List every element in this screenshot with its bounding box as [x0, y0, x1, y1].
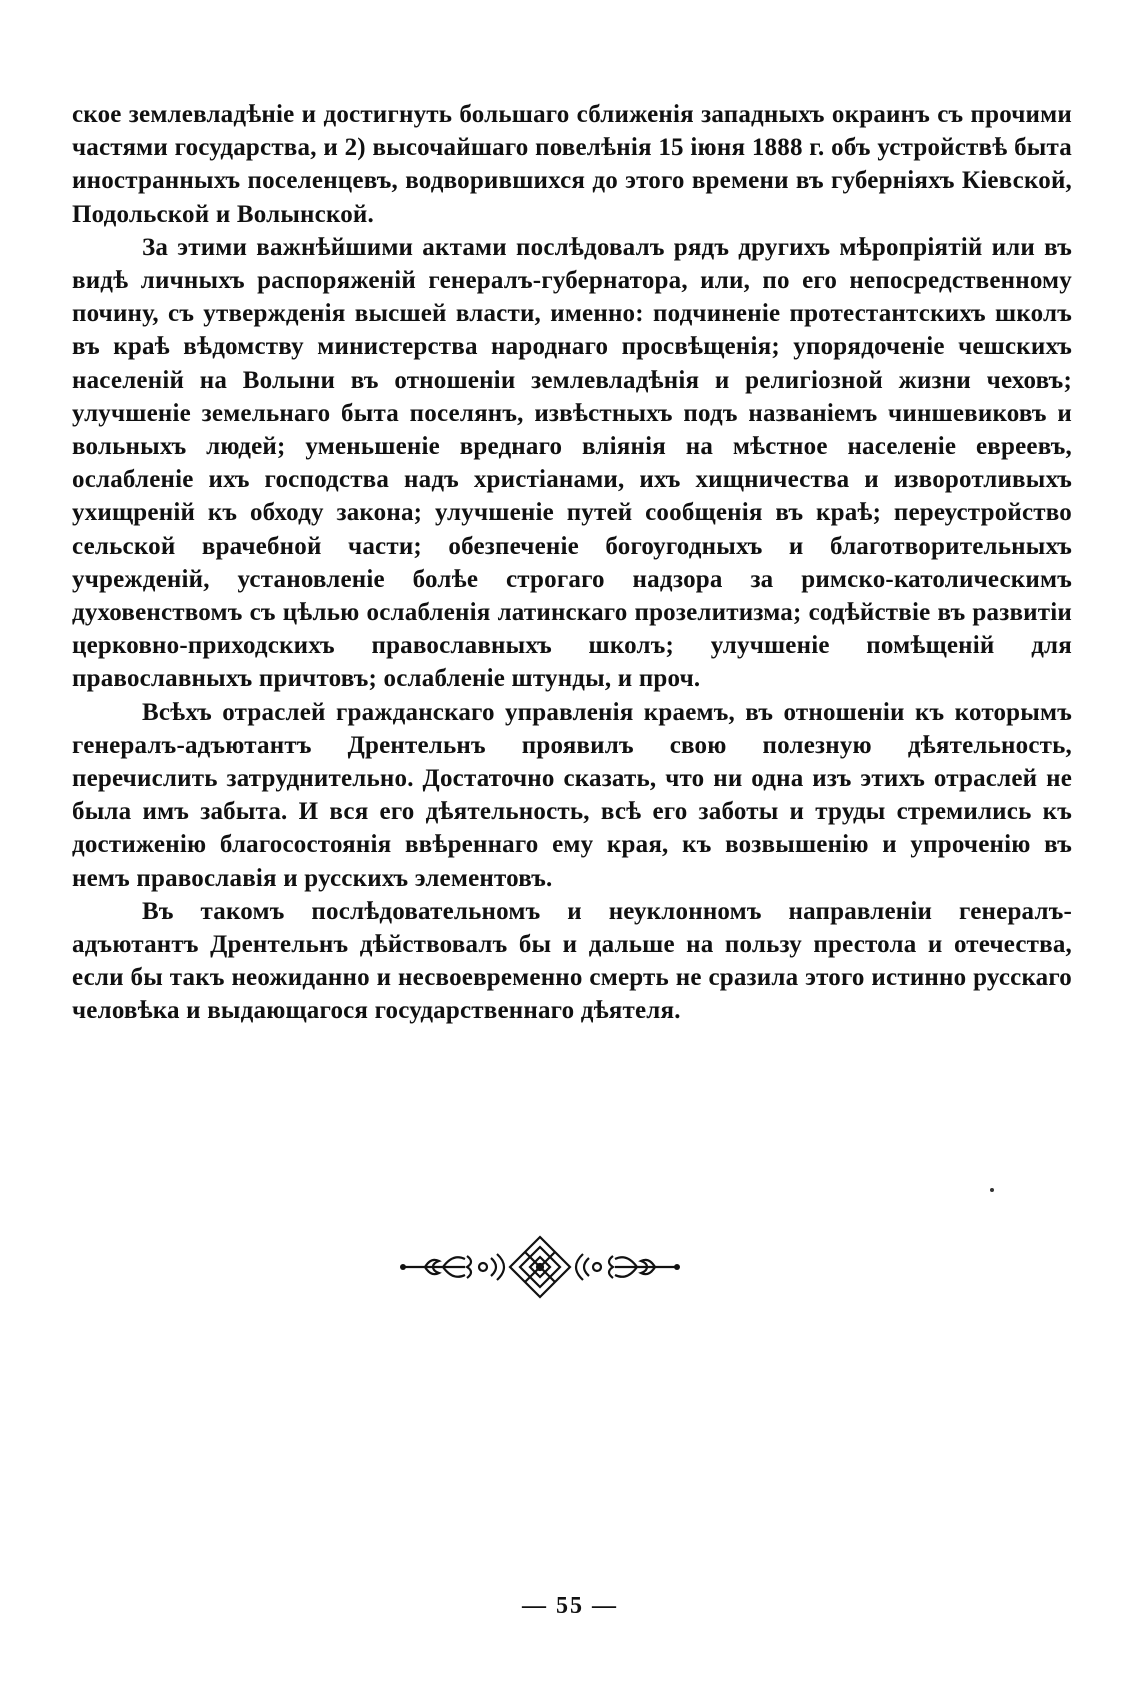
paragraph-4: Въ такомъ послѣдовательномъ и неуклонномъ направленіи генералъ-адъютантъ Дрентельнъ дѣйствовалъ бы и дальше на пользу престола и отечества, если бы такъ неожиданно и несвоевременно смерть не сразила этого истинно русскаго человѣка и выдающагося государственнаго дѣятеля.	[72, 897, 1072, 1025]
page-body	[72, 98, 1072, 1028]
paragraph-2: За этими важнѣйшими актами послѣдовалъ рядъ другихъ мѣропріятій или въ видѣ личныхъ распоряженій генералъ-губернатора, или, по его непосредственному почину, съ утвержденія высшей власти, именно: подчиненіе протестантскихъ школъ въ краѣ вѣдомству министерства народнаго просвѣщенія; упорядоченіе чешскихъ населеній на Волыни въ отношеніи землевладѣнія и религіозной жизни чеховъ; улучшеніе земельнаго быта поселянъ, извѣстныхъ подъ названіемъ чиншевиковъ и вольныхъ людей; уменьшеніе вреднаго вліянія на мѣстное населеніе евреевъ, ослабленіе ихъ господства надъ христіанами, ихъ хищничества и изворотливыхъ ухищреній къ обходу закона; улучшеніе путей сообщенія въ краѣ; переустройство сельской врачебной части; обезпеченіе богоугодныхъ и благотворительныхъ учрежденій, установленіе болѣе строгаго надзора за римско-католическимъ духовенствомъ съ цѣлью ослабленія латинскаго прозелитизма; содѣйствіе въ развитіи церковно-приходскихъ православныхъ школъ; улучшеніе помѣщеній для православныхъ причтовъ; ослабленіе штунды, и проч.	[72, 233, 1072, 693]
paragraph-3: Всѣхъ отраслей гражданскаго управленія краемъ, въ отношеніи къ которымъ генералъ-адъютантъ Дрентельнъ проявилъ свою полезную дѣятельность, перечислить затруднительно. Достаточно сказать, что ни одна изъ этихъ отраслей не была имъ забыта. И вся его дѣятельность, всѣ его заботы и труды стремились къ достиженію благосостоянія ввѣреннаго ему края, къ возвышенію и упроченію въ немъ православія и русскихъ элементовъ.	[72, 698, 1072, 892]
page-number: — 55 —	[522, 1593, 618, 1619]
paragraph-1: ское землевладѣніе и достигнуть большаго сближенія западныхъ окраинъ съ прочими частями государства, и 2) высочайшаго повелѣнія 15 іюня 1888 г. объ устройствѣ быта иностранныхъ поселенцевъ, водворившихся до этого времени въ губерніяхъ Кіевской, Подольской и Волынской.	[72, 101, 1072, 228]
decorative-vignette-icon	[395, 1232, 685, 1302]
speck-mark	[990, 1188, 994, 1192]
